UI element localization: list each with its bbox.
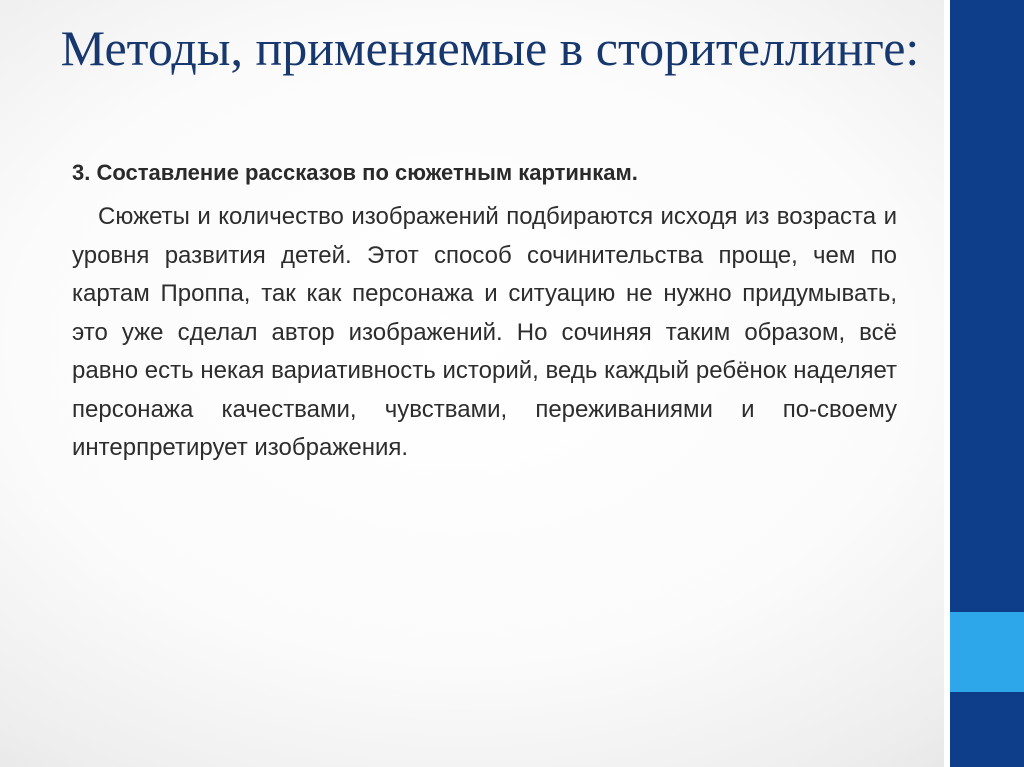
decorative-side-bar-dark bbox=[950, 0, 1024, 612]
section-heading: 3. Составление рассказов по сюжетным картинкам. bbox=[72, 160, 638, 185]
slide-title: Методы, применяемые в сторителлинге: bbox=[60, 20, 920, 76]
decorative-side-bar-light bbox=[950, 612, 1024, 692]
body-paragraph: Сюжеты и количество изображений подбираются исходя из возраста и уровня развития детей. Этот способ сочинительства проще, чем по картам Проппа, так как персонажа и ситуацию не нужно придумывать, это уже сделал автор изображений. Но сочиняя таким образом, всё равно есть некая вариативность историй, ведь каждый ребёнок наделяет персонажа качествами, чувствами, переживаниями и по-своему интерпретирует изображения. bbox=[72, 203, 897, 461]
decorative-side-bar-bottom bbox=[950, 692, 1024, 767]
